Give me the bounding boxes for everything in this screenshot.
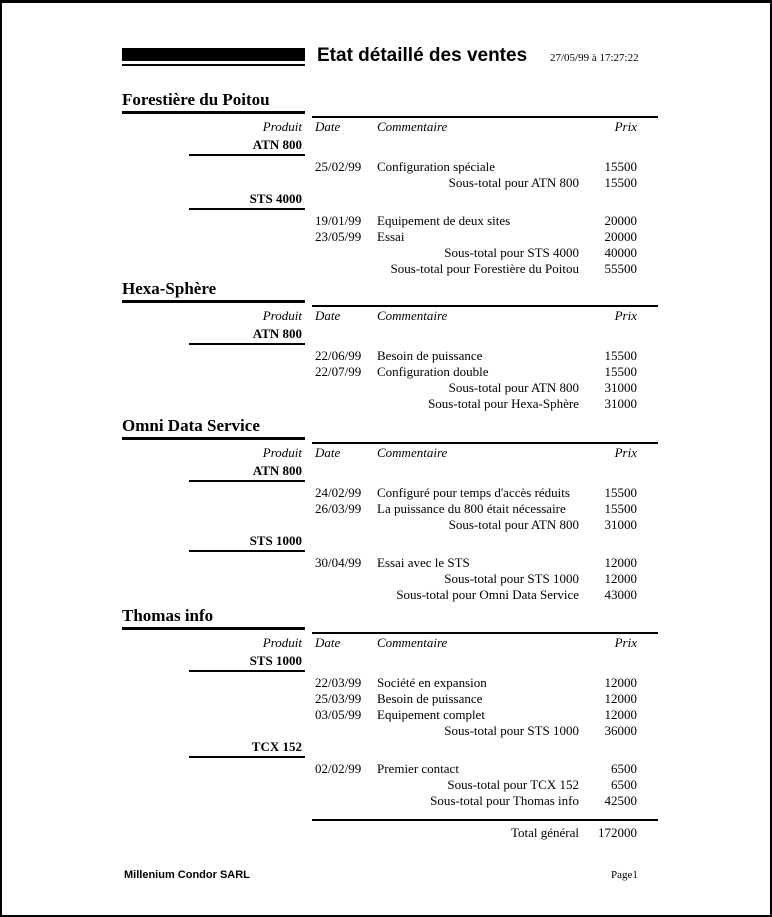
- sales-table: [122, 442, 658, 603]
- sale-date: 26/03/99: [315, 501, 362, 516]
- product-name: STS 1000: [249, 533, 302, 548]
- sale-row: [122, 364, 658, 380]
- client-name: Hexa-Sphère: [122, 280, 305, 303]
- product-name: ATN 800: [252, 137, 302, 152]
- product-row: [122, 463, 658, 479]
- sale-date: 22/07/99: [315, 364, 362, 379]
- sale-price: 12000: [604, 555, 637, 570]
- sale-price: 15500: [604, 348, 637, 363]
- client-subtotal-value: 55500: [604, 261, 637, 276]
- product-name: STS 1000: [249, 653, 302, 668]
- column-header-date: Date: [315, 119, 341, 134]
- product-underline: [189, 550, 305, 552]
- client-name: Thomas info: [122, 607, 305, 630]
- column-header-date: Date: [315, 445, 341, 460]
- sale-date: 19/01/99: [315, 213, 362, 228]
- client-subtotal-row: [122, 587, 658, 603]
- table-header-row: [122, 116, 658, 133]
- sale-comment: Essai: [377, 229, 405, 244]
- column-header-prix: Prix: [614, 308, 637, 323]
- sales-table: [122, 632, 658, 809]
- sale-row: [122, 229, 658, 245]
- subtotal-value: 31000: [604, 380, 637, 395]
- sale-comment: Société en expansion: [377, 675, 487, 690]
- sale-row: [122, 707, 658, 723]
- product-underline: [189, 154, 305, 156]
- table-top-rule: [312, 116, 658, 118]
- product-subtotal-row: [122, 517, 658, 533]
- sale-price: 12000: [604, 675, 637, 690]
- table-header-row: [122, 632, 658, 649]
- subtotal-label: Sous-total pour ATN 800: [448, 380, 579, 395]
- sale-row: [122, 501, 658, 517]
- grand-total-block: [122, 819, 658, 841]
- column-header-commentaire: Commentaire: [377, 119, 448, 134]
- client-subtotal-label: Sous-total pour Forestière du Poitou: [390, 261, 579, 276]
- client-subtotal-value: 43000: [604, 587, 637, 602]
- product-row: [122, 653, 658, 669]
- sale-date: 25/03/99: [315, 691, 362, 706]
- subtotal-value: 36000: [604, 723, 637, 738]
- product-row: [122, 533, 658, 549]
- sale-date: 22/06/99: [315, 348, 362, 363]
- subtotal-label: Sous-total pour STS 1000: [444, 723, 579, 738]
- sale-date: 23/05/99: [315, 229, 362, 244]
- column-header-produit: Produit: [262, 445, 302, 460]
- grand-total-label: Total général: [510, 825, 579, 840]
- column-header-produit: Produit: [262, 635, 302, 650]
- sale-price: 12000: [604, 691, 637, 706]
- footer-page-number: Page1: [611, 869, 638, 881]
- table-top-rule: [312, 632, 658, 634]
- sale-row: [122, 691, 658, 707]
- sale-date: 03/05/99: [315, 707, 362, 722]
- product-underline: [189, 480, 305, 482]
- product-row: [122, 326, 658, 342]
- table-header-row: [122, 442, 658, 459]
- client-subtotal-value: 42500: [604, 793, 637, 808]
- client-section-omni-data-service: [122, 417, 658, 603]
- sale-price: 12000: [604, 707, 637, 722]
- client-subtotal-label: Sous-total pour Hexa-Sphère: [428, 396, 579, 411]
- sale-price: 6500: [611, 761, 637, 776]
- grand-total-row: [122, 825, 658, 841]
- sale-price: 20000: [604, 229, 637, 244]
- client-subtotal-value: 31000: [604, 396, 637, 411]
- sale-comment: Configuration spéciale: [377, 159, 496, 174]
- column-header-produit: Produit: [262, 119, 302, 134]
- grand-total-rule: [312, 819, 658, 821]
- column-header-prix: Prix: [614, 119, 637, 134]
- client-subtotal-row: [122, 793, 658, 809]
- sale-row: [122, 213, 658, 229]
- client-subtotal-label: Sous-total pour Thomas info: [430, 793, 579, 808]
- sale-comment: Configuré pour temps d'accès réduits: [377, 485, 570, 500]
- product-name: STS 4000: [249, 191, 302, 206]
- sale-comment: Equipement de deux sites: [377, 213, 511, 228]
- sale-row: [122, 159, 658, 175]
- product-subtotal-row: [122, 723, 658, 739]
- sale-comment: Equipement complet: [377, 707, 485, 722]
- product-name: TCX 152: [251, 739, 302, 754]
- client-section-thomas-info: [122, 607, 658, 809]
- sale-row: [122, 761, 658, 777]
- product-underline: [189, 208, 305, 210]
- column-header-produit: Produit: [262, 308, 302, 323]
- sale-price: 15500: [604, 364, 637, 379]
- product-underline: [189, 670, 305, 672]
- sale-row: [122, 675, 658, 691]
- sale-comment: Essai avec le STS: [377, 555, 470, 570]
- subtotal-value: 31000: [604, 517, 637, 532]
- sale-date: 30/04/99: [315, 555, 362, 570]
- client-name: Omni Data Service: [122, 417, 305, 440]
- subtotal-label: Sous-total pour STS 1000: [444, 571, 579, 586]
- sale-date: 25/02/99: [315, 159, 362, 174]
- subtotal-label: Sous-total pour STS 4000: [444, 245, 579, 260]
- client-section-hexa-sphere: [122, 280, 658, 412]
- sale-row: [122, 555, 658, 571]
- product-row: [122, 137, 658, 153]
- sale-date: 22/03/99: [315, 675, 362, 690]
- footer-company: Millenium Condor SARL: [124, 869, 250, 881]
- column-header-commentaire: Commentaire: [377, 635, 448, 650]
- report-timestamp: 27/05/99 à 17:27:22: [550, 52, 639, 64]
- sale-price: 15500: [604, 501, 637, 516]
- product-name: ATN 800: [252, 326, 302, 341]
- product-underline: [189, 756, 305, 758]
- column-header-date: Date: [315, 635, 341, 650]
- subtotal-label: Sous-total pour TCX 152: [447, 777, 579, 792]
- product-subtotal-row: [122, 571, 658, 587]
- product-subtotal-row: [122, 777, 658, 793]
- subtotal-value: 6500: [611, 777, 637, 792]
- logo-bar: [122, 48, 305, 61]
- column-header-prix: Prix: [614, 445, 637, 460]
- sale-comment: Besoin de puissance: [377, 348, 483, 363]
- sale-date: 24/02/99: [315, 485, 362, 500]
- sale-comment: Besoin de puissance: [377, 691, 483, 706]
- logo-rule: [122, 64, 305, 66]
- sale-price: 15500: [604, 485, 637, 500]
- product-subtotal-row: [122, 175, 658, 191]
- subtotal-label: Sous-total pour ATN 800: [448, 517, 579, 532]
- sale-date: 02/02/99: [315, 761, 362, 776]
- subtotal-value: 15500: [604, 175, 637, 190]
- sales-table: [122, 116, 658, 277]
- subtotal-label: Sous-total pour ATN 800: [448, 175, 579, 190]
- table-top-rule: [312, 305, 658, 307]
- subtotal-value: 12000: [604, 571, 637, 586]
- product-underline: [189, 343, 305, 345]
- sale-comment: La puissance du 800 était nécessaire: [377, 501, 566, 516]
- table-top-rule: [312, 442, 658, 444]
- sales-table: [122, 305, 658, 412]
- product-row: [122, 739, 658, 755]
- product-row: [122, 191, 658, 207]
- client-section-forestiere-du-poitou: [122, 91, 658, 277]
- column-header-commentaire: Commentaire: [377, 445, 448, 460]
- client-subtotal-row: [122, 261, 658, 277]
- table-header-row: [122, 305, 658, 322]
- sale-price: 20000: [604, 213, 637, 228]
- sale-comment: Configuration double: [377, 364, 489, 379]
- column-header-date: Date: [315, 308, 341, 323]
- report-title: Etat détaillé des ventes: [317, 45, 528, 66]
- sale-row: [122, 348, 658, 364]
- column-header-prix: Prix: [614, 635, 637, 650]
- client-name: Forestière du Poitou: [122, 91, 305, 114]
- client-subtotal-row: [122, 396, 658, 412]
- product-subtotal-row: [122, 245, 658, 261]
- sale-price: 15500: [604, 159, 637, 174]
- product-name: ATN 800: [252, 463, 302, 478]
- grand-total-value: 172000: [598, 825, 637, 840]
- subtotal-value: 40000: [604, 245, 637, 260]
- product-subtotal-row: [122, 380, 658, 396]
- column-header-commentaire: Commentaire: [377, 308, 448, 323]
- sale-row: [122, 485, 658, 501]
- client-subtotal-label: Sous-total pour Omni Data Service: [396, 587, 579, 602]
- sale-comment: Premier contact: [377, 761, 459, 776]
